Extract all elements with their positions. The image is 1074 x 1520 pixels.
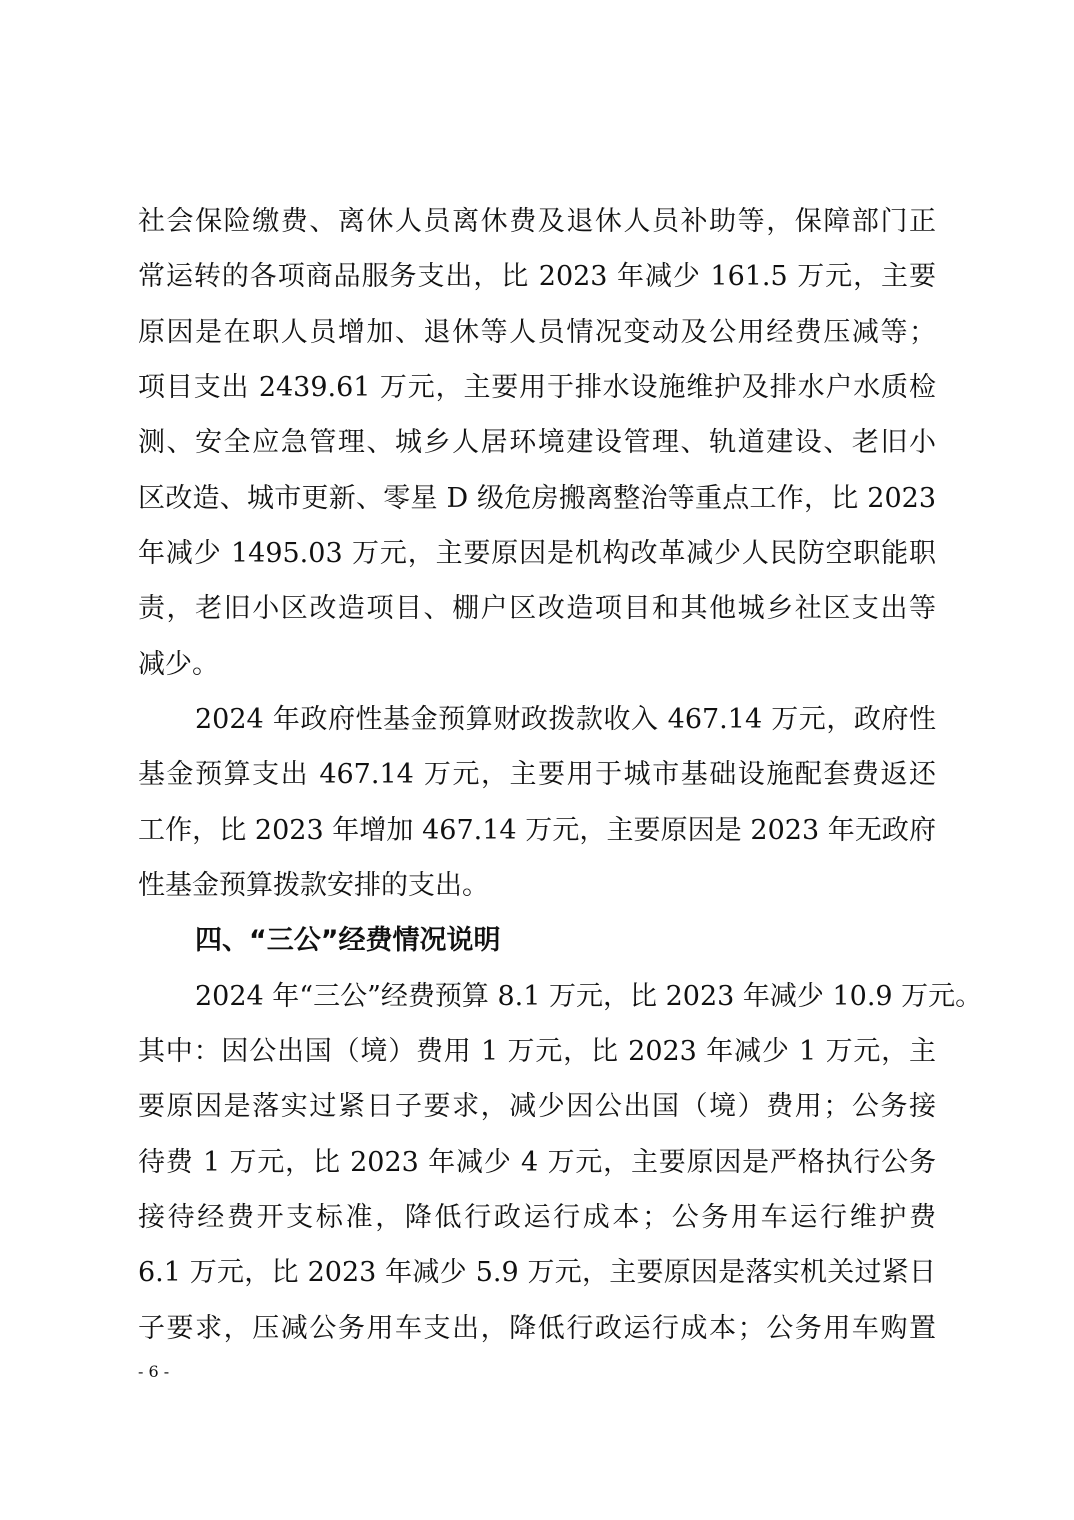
text-line: 区改造、城市更新、零星 D 级危房搬离整治等重点工作，比 2023: [138, 483, 936, 514]
text-line: 子要求，压减公务用车支出，降低行政运行成本；公务用车购置: [138, 1313, 936, 1344]
text-line: 6.1 万元，比 2023 年减少 5.9 万元，主要原因是落实机关过紧日: [138, 1257, 936, 1288]
text-line: 社会保险缴费、离休人员离休费及退休人员补助等，保障部门正: [138, 206, 936, 237]
text-line: 2024 年“三公”经费预算 8.1 万元，比 2023 年减少 10.9 万元。: [195, 981, 983, 1012]
text-line: 常运转的各项商品服务支出，比 2023 年减少 161.5 万元，主要: [138, 261, 936, 292]
text-line: 要原因是落实过紧日子要求，减少因公出国（境）费用；公务接: [138, 1091, 936, 1122]
text-line: 减少。: [138, 649, 219, 680]
page-number: - 6 -: [138, 1362, 170, 1381]
text-line: 责，老旧小区改造项目、棚户区改造项目和其他城乡社区支出等: [138, 593, 936, 624]
text-line: 其中：因公出国（境）费用 1 万元，比 2023 年减少 1 万元，主: [138, 1036, 936, 1067]
text-line: 项目支出 2439.61 万元，主要用于排水设施维护及排水户水质检: [138, 372, 936, 403]
text-line: 原因是在职人员增加、退休等人员情况变动及公用经费压减等；: [138, 317, 936, 348]
text-line: 工作，比 2023 年增加 467.14 万元，主要原因是 2023 年无政府: [138, 815, 936, 846]
section-heading: 四、“三公”经费情况说明: [195, 925, 501, 956]
text-line: 2024 年政府性基金预算财政拨款收入 467.14 万元，政府性: [195, 704, 936, 735]
text-line: 待费 1 万元，比 2023 年减少 4 万元，主要原因是严格执行公务: [138, 1147, 936, 1178]
text-line: 年减少 1495.03 万元，主要原因是机构改革减少人民防空职能职: [138, 538, 936, 569]
text-line: 性基金预算拨款安排的支出。: [138, 870, 489, 901]
text-line: 测、安全应急管理、城乡人居环境建设管理、轨道建设、老旧小: [138, 427, 936, 458]
text-line: 接待经费开支标准，降低行政运行成本；公务用车运行维护费: [138, 1202, 936, 1233]
text-line: 基金预算支出 467.14 万元，主要用于城市基础设施配套费返还: [138, 759, 936, 790]
